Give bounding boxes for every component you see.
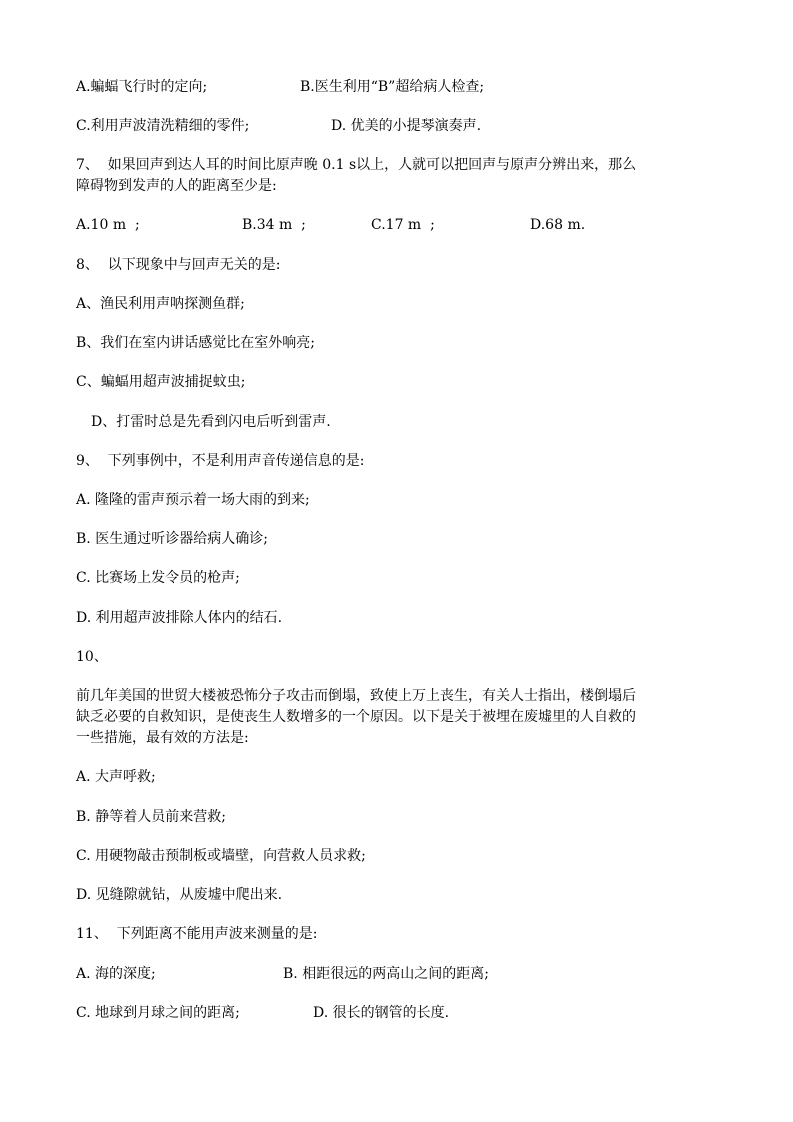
q7-stem-line-1: 7、 如果回声到达人耳的时间比原声晚 0.1 s以上，人就可以把回声与原声分辨出来，那么 [76, 157, 637, 173]
q10-stem-line-2: 缺乏必要的自救知识，是使丧生人数增多的一个原因。以下是关于被埋在废墟里的人自救的 [76, 709, 636, 725]
q8-option-b: B、我们在室内讲话感觉比在室外响亮; [76, 335, 316, 351]
q8-option-c: C、蝙蝠用超声波捕捉蚊虫; [76, 374, 246, 390]
q9-option-b: B. 医生通过听诊器给病人确诊; [76, 531, 268, 547]
q6-option-d: D. 优美的小提琴演奏声. [331, 118, 482, 134]
q10-option-c: C. 用硬物敲击预制板或墙壁，向营救人员求救; [76, 848, 366, 864]
q10-option-b: B. 静等着人员前来营救; [76, 809, 226, 825]
q10-option-d: D. 见缝隙就钻，从废墟中爬出来. [76, 887, 283, 903]
q11-stem: 11、 下列距离不能用声波来测量的是: [76, 926, 318, 942]
q11-option-a: A. 海的深度; [76, 966, 156, 982]
q10-option-a: A. 大声呼救; [76, 769, 156, 785]
q6-option-a: A.蝙蝠飞行时的定向; [76, 79, 208, 95]
q9-option-c: C. 比赛场上发令员的枪声; [76, 570, 240, 586]
q11-option-b: B. 相距很远的两高山之间的距离; [283, 966, 489, 982]
q7-option-c: C.17 m ; [371, 217, 435, 233]
q8-option-a: A、渔民利用声呐探测鱼群; [76, 296, 245, 312]
q9-option-a: A. 隆隆的雷声预示着一场大雨的到来; [76, 492, 310, 508]
q11-option-d: D. 很长的钢管的长度. [313, 1005, 450, 1021]
q7-option-a: A.10 m ; [76, 217, 140, 233]
q9-option-d: D. 利用超声波排除人体内的结石. [76, 610, 283, 626]
q9-stem: 9、 下列事例中，不是利用声音传递信息的是: [76, 453, 365, 469]
q10-stem-line-3: 一些措施，最有效的方法是: [76, 730, 249, 746]
q10-stem-line-1: 前几年美国的世贸大楼被恐怖分子攻击而倒塌，致使上万上丧生，有关人士指出，楼倒塌后 [76, 688, 636, 704]
q8-option-d: D、打雷时总是先看到闪电后听到雷声. [91, 414, 331, 430]
q6-option-c: C.利用声波清洗精细的零件; [76, 118, 250, 134]
q7-option-d: D.68 m. [530, 217, 586, 233]
q8-stem: 8、 以下现象中与回声无关的是: [76, 257, 281, 273]
q6-option-b: B.医生利用“B”超给病人检查; [300, 79, 485, 95]
q7-option-b: B.34 m ; [242, 217, 306, 233]
q10-number: 10、 [76, 649, 108, 665]
q11-option-c: C. 地球到月球之间的距离; [76, 1005, 240, 1021]
q7-stem-line-2: 障碍物到发声的人的距离至少是: [76, 178, 277, 194]
